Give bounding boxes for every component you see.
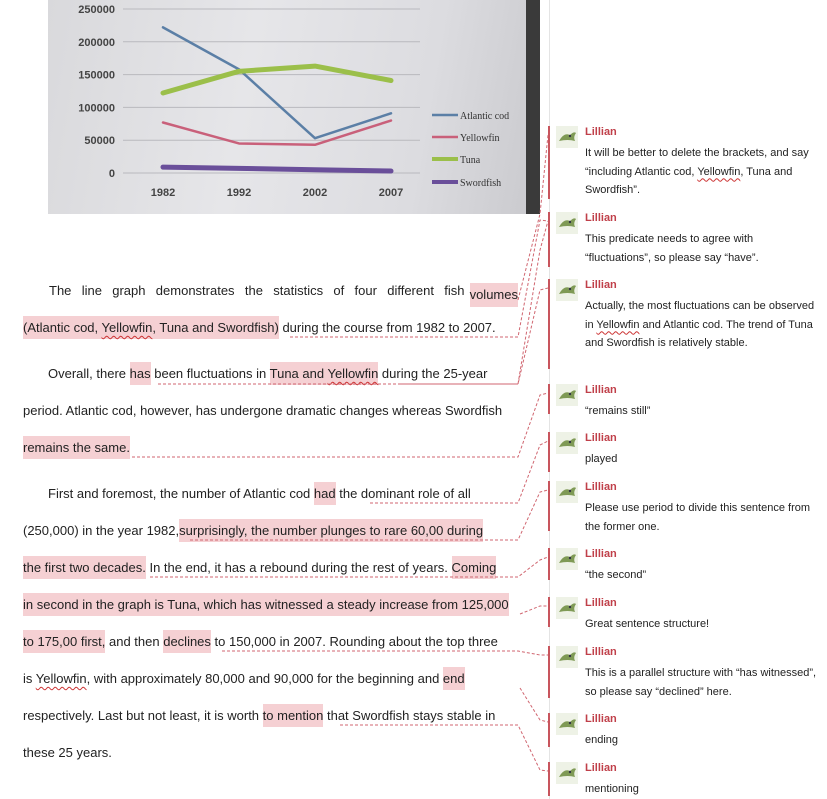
paragraph-3-line-1: First and foremost, the number of Atlantic cod had the dominant role of all — [48, 486, 518, 502]
paragraph-3-line-6: is Yellowfin, with approximately 80,000 and 90,000 for the beginning and end — [23, 671, 518, 687]
paragraph-2-line-1: Overall, there has been fluctuations in Tuna and Yellowfin during the 25-year — [48, 366, 518, 382]
comment-text: mentioning — [585, 783, 639, 795]
comment-marker — [548, 646, 550, 698]
comment-author: Lillian — [585, 548, 617, 560]
word: of — [333, 283, 345, 298]
spelling-yellowfin[interactable]: Yellowfin — [101, 320, 153, 335]
comment-text: “remains still” — [585, 405, 651, 417]
legend-label: Tuna — [460, 155, 481, 166]
comment-text: It will be better to delete the brackets, and say “including Atlantic cod, Yellowfin, Tuna and Swordfish”. — [585, 147, 809, 196]
comment-text: Great sentence structure! — [585, 618, 710, 630]
comment-marker — [548, 384, 550, 414]
comment-marker — [548, 432, 550, 472]
comment-marker — [548, 713, 550, 747]
legend-label: Atlantic cod — [460, 111, 510, 122]
comment-author: Lillian — [585, 384, 617, 396]
highlight-had[interactable]: had — [314, 482, 336, 505]
word: demonstrates — [155, 283, 235, 298]
y-tick-label: 100000 — [78, 102, 115, 115]
word: statistics — [273, 283, 324, 298]
comment-marker — [548, 762, 550, 796]
highlight-volumes[interactable]: volumes — [470, 283, 518, 307]
comment-text: played — [585, 453, 618, 465]
highlight-surprisingly[interactable]: surprisingly, the number plunges to rare 60,00 during — [179, 519, 483, 542]
word: fish — [444, 283, 465, 298]
x-tick-label: 2002 — [302, 187, 328, 199]
spelling-yellowfin: Yellowfin — [697, 165, 741, 178]
highlight-to-mention[interactable]: to mention — [263, 704, 324, 727]
avatar-icon — [556, 384, 578, 406]
comment-text: This predicate needs to agree with “fluctuations”, so please say “have”. — [585, 233, 759, 264]
word: the — [244, 283, 263, 298]
word: different — [387, 283, 434, 298]
comment-author: Lillian — [585, 597, 617, 609]
legend-label: Swordfish — [460, 178, 502, 189]
paragraph-3-line-3: the first two decades. In the end, it has a rebound during the rest of years. Coming — [23, 560, 518, 576]
avatar-icon — [556, 212, 578, 234]
comment-marker — [548, 212, 550, 267]
highlight-has[interactable]: has — [130, 362, 151, 385]
comment-text: “the second” — [585, 569, 647, 581]
comment-author: Lillian — [585, 279, 617, 291]
comment-marker — [548, 481, 550, 531]
word: four — [354, 283, 377, 298]
highlight-tuna-yellowfin[interactable]: Tuna and Yellowfin — [270, 362, 379, 385]
highlight-remains[interactable]: remains the same. — [23, 436, 130, 459]
comment-text: Actually, the most fluctuations can be observed in Yellowfin and Atlantic cod. The trend of Tuna and Swordfish is relatively stable. — [585, 300, 815, 349]
y-tick-label: 250000 — [78, 4, 115, 16]
avatar-icon — [556, 646, 578, 668]
avatar-icon — [556, 432, 578, 454]
y-tick-label: 200000 — [78, 36, 115, 49]
avatar-icon — [556, 126, 578, 148]
avatar-icon — [556, 762, 578, 784]
comment-marker — [548, 126, 550, 199]
paragraph-2-line-2: period. Atlantic cod, however, has undergone dramatic changes whereas Swordfish — [23, 403, 503, 418]
y-tick-label: 50000 — [84, 135, 115, 148]
y-tick-label: 150000 — [78, 69, 115, 82]
comment-author: Lillian — [585, 212, 617, 224]
comment-text: This is a parallel structure with “has witnessed”, so please say “declined” here. — [585, 667, 817, 698]
highlight-declines[interactable]: declines — [163, 630, 211, 653]
comment-marker — [548, 279, 550, 369]
paragraph-3-line-5: to 175,00 first, and then declines to 150,000 in 2007. Rounding about the top three — [23, 634, 518, 650]
highlight-coming[interactable]: Coming — [452, 556, 497, 579]
highlight-steady-increase[interactable]: in the graph is Tuna, which has witnessed a steady increase from 125,000 — [79, 593, 509, 616]
paragraph-3-line-2: (250,000) in the year 1982,surprisingly, the number plunges to rare 60,00 during — [23, 523, 518, 539]
paragraph-1-line-1 — [23, 283, 518, 307]
avatar-icon — [556, 279, 578, 301]
paragraph-3-line-4 — [23, 597, 518, 613]
avatar-icon — [556, 481, 578, 503]
word: line — [81, 283, 102, 298]
word: graph — [112, 283, 146, 298]
comment-text: Please use period to divide this sentence from the former one. — [585, 502, 811, 533]
comment-marker — [548, 548, 550, 580]
x-tick-label: 1982 — [150, 187, 176, 199]
spelling-yellowfin-2[interactable]: Yellowfin — [35, 671, 87, 686]
x-tick-label: 2007 — [378, 187, 404, 199]
y-tick-label: 0 — [108, 168, 115, 180]
comment-author: Lillian — [585, 713, 617, 725]
paragraph-1-line-2: (Atlantic cod, Yellowfin, Tuna and Swordfish) during the course from 1982 to 2007. — [23, 320, 518, 336]
comment-author: Lillian — [585, 126, 617, 138]
highlight-first[interactable]: to 175,00 first, — [23, 630, 105, 653]
highlight-first-two-decades[interactable]: the first two decades. — [23, 556, 146, 579]
highlight-brackets[interactable]: (Atlantic cod, Yellowfin, Tuna and Swordfish) — [23, 316, 279, 339]
avatar-icon — [556, 597, 578, 619]
paragraph-3-line-7: respectively. Last but not least, it is worth to mention that Swordfish stays stable in — [23, 708, 518, 724]
spelling-yellowfin: Yellowfin — [596, 318, 640, 331]
highlight-end[interactable]: end — [443, 667, 465, 690]
comment-author: Lillian — [585, 762, 617, 774]
comment-author: Lillian — [585, 432, 617, 444]
word: The — [49, 283, 72, 298]
comment-author: Lillian — [585, 481, 617, 493]
comment-marker — [548, 597, 550, 627]
paragraph-2-line-3 — [23, 440, 518, 456]
avatar-icon — [556, 548, 578, 570]
comment-author: Lillian — [585, 646, 617, 658]
avatar-icon — [556, 713, 578, 735]
comment-text: ending — [585, 734, 619, 746]
legend-label: Yellowfin — [460, 133, 500, 144]
paragraph-3-line-8: these 25 years. — [23, 745, 112, 760]
highlight-in-second[interactable]: in second — [23, 593, 79, 616]
x-tick-label: 1992 — [226, 187, 252, 199]
